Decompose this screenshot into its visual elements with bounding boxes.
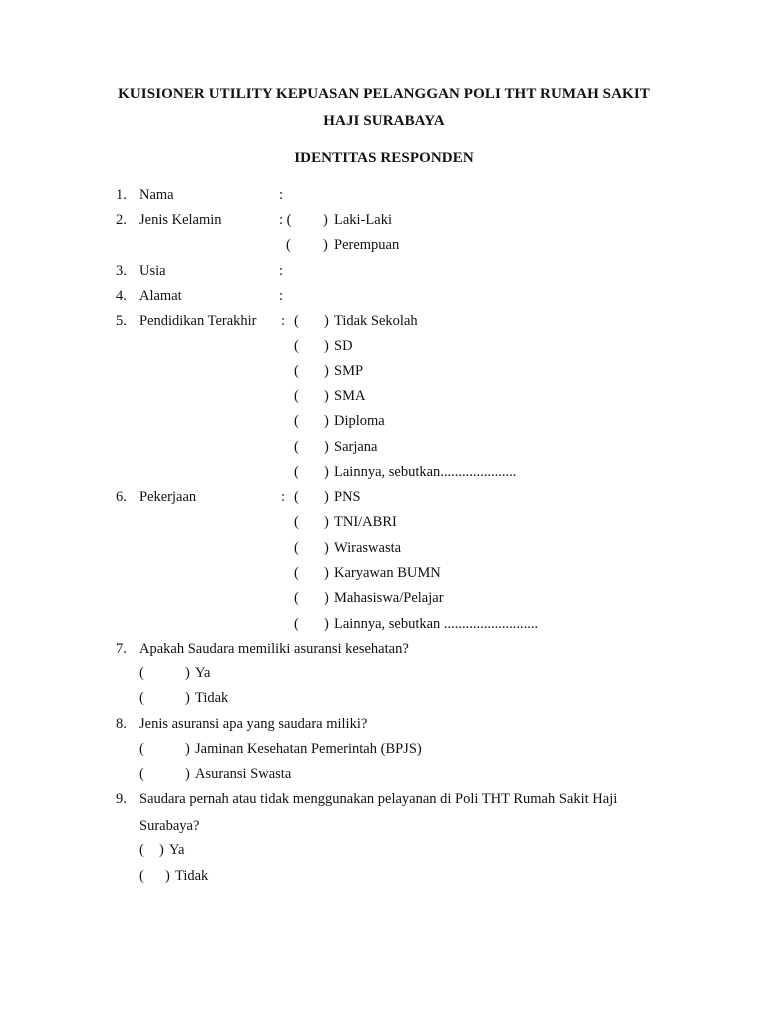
close-paren: ) — [324, 514, 329, 530]
option-label: Ya — [195, 665, 211, 681]
question-number: 4. — [116, 288, 127, 304]
field-separator: : — [279, 288, 284, 304]
open-paren: ( — [294, 338, 299, 354]
close-paren: ) — [324, 439, 329, 455]
open-paren: ( — [139, 690, 144, 706]
question-number: 1. — [116, 187, 127, 203]
close-paren: ) — [185, 665, 190, 681]
question-number: 8. — [116, 716, 127, 732]
open-paren: ( — [294, 565, 299, 581]
close-paren: ) — [185, 690, 190, 706]
question-number: 7. — [116, 641, 127, 657]
option-label: PNS — [334, 489, 361, 505]
field-separator: : — [281, 489, 286, 505]
close-paren: ) — [185, 766, 190, 782]
question-label-cont: Surabaya? — [139, 818, 200, 834]
close-paren: ) — [323, 212, 328, 228]
open-paren: ( — [294, 590, 299, 606]
open-paren: ( — [294, 489, 299, 505]
open-paren: ( — [294, 313, 299, 329]
option-label: Ya — [169, 842, 185, 858]
field-separator: : ( — [279, 212, 292, 228]
close-paren: ) — [185, 741, 190, 757]
question-label: Pendidikan Terakhir — [139, 313, 257, 329]
open-paren: ( — [294, 464, 299, 480]
close-paren: ) — [324, 616, 329, 632]
question-number: 6. — [116, 489, 127, 505]
question-label: Jenis asuransi apa yang saudara miliki? — [139, 716, 368, 732]
document-title-line-1: KUISIONER UTILITY KEPUASAN PELANGGAN POLI THT RUMAH SAKIT — [118, 86, 650, 102]
close-paren: ) — [324, 363, 329, 379]
close-paren: ) — [159, 842, 164, 858]
question-number: 9. — [116, 791, 127, 807]
option-label: Asuransi Swasta — [195, 766, 292, 782]
question-label: Pekerjaan — [139, 489, 197, 505]
open-paren: ( — [139, 842, 144, 858]
open-paren: ( — [294, 363, 299, 379]
question-number: 3. — [116, 263, 127, 279]
open-paren: ( — [139, 868, 144, 884]
option-label: Sarjana — [334, 439, 378, 455]
option-label: Laki-Laki — [334, 212, 392, 228]
question-number: 2. — [116, 212, 127, 228]
question-number: 5. — [116, 313, 127, 329]
option-label: Tidak — [175, 868, 209, 884]
field-separator: : — [279, 187, 284, 203]
open-paren: ( — [294, 514, 299, 530]
section-title: IDENTITAS RESPONDEN — [294, 150, 474, 166]
option-label: Jaminan Kesehatan Pemerintah (BPJS) — [195, 741, 422, 757]
option-label: SMP — [334, 363, 364, 379]
option-label: Tidak Sekolah — [334, 313, 418, 329]
close-paren: ) — [324, 565, 329, 581]
question-label: Usia — [139, 263, 166, 279]
option-label: Mahasiswa/Pelajar — [334, 590, 444, 606]
close-paren: ) — [324, 489, 329, 505]
close-paren: ) — [324, 464, 329, 480]
close-paren: ) — [324, 338, 329, 354]
question-label: Saudara pernah atau tidak menggunakan pelayanan di Poli THT Rumah Sakit Haji — [139, 791, 618, 807]
close-paren: ) — [324, 590, 329, 606]
option-label: SD — [334, 338, 353, 354]
open-paren: ( — [139, 665, 144, 681]
close-paren: ) — [324, 388, 329, 404]
option-label: Lainnya, sebutkan .......................... — [334, 616, 539, 632]
open-paren: ( — [294, 439, 299, 455]
field-separator: : — [281, 313, 286, 329]
close-paren: ) — [324, 313, 329, 329]
option-label: Perempuan — [334, 237, 400, 253]
field-separator: : — [279, 263, 284, 279]
option-label: Karyawan BUMN — [334, 565, 441, 581]
open-paren: ( — [294, 616, 299, 632]
close-paren: ) — [323, 237, 328, 253]
document-title-line-2: HAJI SURABAYA — [323, 113, 445, 129]
option-label: Wiraswasta — [334, 540, 402, 556]
question-label: Alamat — [139, 288, 182, 304]
option-label: TNI/ABRI — [334, 514, 397, 530]
option-label: Diploma — [334, 413, 385, 429]
option-label: Tidak — [195, 690, 229, 706]
close-paren: ) — [324, 540, 329, 556]
open-paren: ( — [294, 540, 299, 556]
option-label: Lainnya, sebutkan..................... — [334, 464, 517, 480]
open-paren: ( — [294, 413, 299, 429]
question-label: Nama — [139, 187, 174, 203]
open-paren: ( — [286, 237, 291, 253]
close-paren: ) — [324, 413, 329, 429]
open-paren: ( — [294, 388, 299, 404]
open-paren: ( — [139, 766, 144, 782]
close-paren: ) — [165, 868, 170, 884]
question-label: Apakah Saudara memiliki asuransi kesehatan? — [139, 641, 409, 657]
option-label: SMA — [334, 388, 366, 404]
open-paren: ( — [139, 741, 144, 757]
question-label: Jenis Kelamin — [139, 212, 222, 228]
